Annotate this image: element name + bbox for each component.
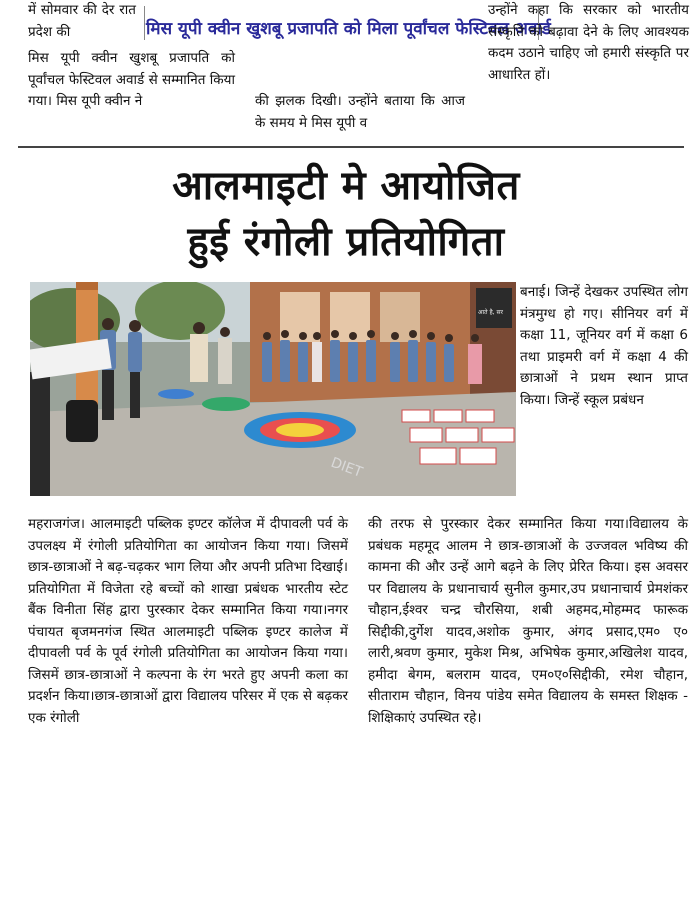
rangoli-event-photo (30, 282, 516, 496)
top-middle-text: की झलक दिखी। उन्होंने बताया कि आज के समय मे मिस यूपी व (255, 93, 465, 131)
headline-divider-left (144, 6, 145, 40)
main-headline-line-1: आलमाइटी मे आयोजित (172, 163, 520, 209)
main-headline-line-2: हुई रंगोली प्रतियोगिता (187, 219, 505, 265)
main-headline (0, 158, 692, 270)
top-right-text: उन्होंने कहा कि सरकार को भारतीय संस्कृति को बढ़ावा देने के लिए आवश्यक कदम उठाने चाहिए जो हमारी संस्कृति पर आधारित हों। (488, 2, 689, 83)
article-column-1: महराजगंज। आलमाइटी पब्लिक इण्टर कॉलेज में दीपावली पर्व के उपलक्ष्य में रंगोली प्रतियोगिता का आयोजन किया गया। जिसमें छात्र-छात्राओं ने बढ़-चढ़कर भाग लिया और अपनी प्रतिभा दिखाई।प्रतियोगिता में विजेता रहे बच्चों को शाखा प्रबंधक भारतीय स्टेट बैंक विनीता सिंह द्वारा पुरस्कार देकर सम्मानित किया गया।नगर पंचायत बृजमनगंज स्थित आलमाइटी पब्लिक इण्टर कालेज में दीपावली पर्व के पूर्व रंगोली प्रतियोगिता का आयोजन किया गया।जिसमें छात्र-छात्राओं ने कल्पना के रंग भरते हुए अपनी कला का प्रदर्शन किया।छात्र-छात्राओं द्वारा विद्यालय परिसर में एक से बढ़कर एक रंगोली (28, 516, 348, 726)
article-text-beside-photo: बनाई। जिन्हें देखकर उपस्थित लोग मंत्रमुग्ध हो गए। सीनियर वर्ग में कक्षा 11, जूनियर वर्ग में कक्षा 6 तथा प्राइमरी वर्ग में कक्षा 4 की छात्राओं ने प्रथम स्थान प्राप्त किया। जिन्हें स्कूल प्रबंधन (520, 284, 688, 408)
article-column-2: की तरफ से पुरस्कार देकर सम्मानित किया गया।विद्यालय के प्रबंधक महमूद आलम ने छात्र-छात्राओं के उज्जवल भविष्य की कामना की और उन्हें आगे बढ़ने के लिए प्रेरित किया। इस अवसर पर विद्यालय के प्रधानाचार्य सुनील कुमार,उप प्रधानाचार्य प्रेमशंकर चौहान,ईश्वर चन्द्र चौरसिया, शबी अहमद,मोहम्मद फारूक सिद्दीकी,दुर्गेश यादव,अशोक कुमार, अंगद प्रसाद,एम० ए० लारी,श्रवण कुमार, मुकेश मिश्र, अभिषेक कुमार,अखिलेश यादव, हमीदा बेगम, बलराम यादव, एम०ए०सिद्दीकी, रमेश चौहान, सीताराम चौहान, विनय पांडेय समेत विद्यालय के समस्त शिक्षक - शिक्षिकाएं उपस्थित रहे। (368, 516, 688, 726)
top-left-text: में सोमवार की देर रात प्रदेश की (28, 2, 136, 40)
top-news-headline: मिस यूपी क्वीन खुशबू प्रजापति को मिला पूर्वांचल फेस्टिवल अवार्ड (146, 18, 551, 39)
section-rule (18, 146, 684, 148)
top-left-continued-text: मिस यूपी क्वीन खुशबू प्रजापति को पूर्वांचल फेस्टिवल अवार्ड से सम्मानित किया गया। मिस यूपी क्वीन ने (28, 50, 235, 109)
photo-sign-text: आते है, सर (478, 309, 503, 316)
photo-banner-text: DIET (328, 454, 365, 481)
